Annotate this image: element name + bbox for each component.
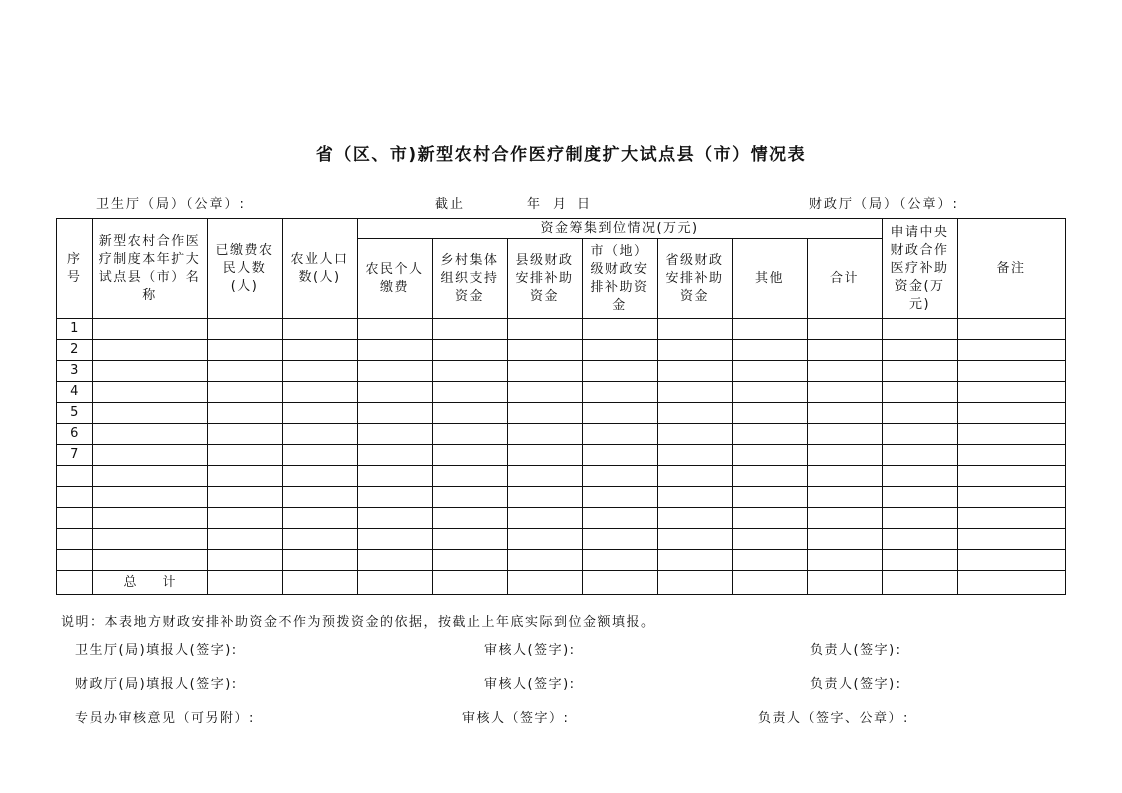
- table-cell[interactable]: [92, 319, 207, 340]
- row-number: 2: [57, 340, 93, 361]
- table-cell[interactable]: [882, 340, 957, 361]
- table-cell[interactable]: [282, 361, 357, 382]
- table-cell[interactable]: [957, 361, 1065, 382]
- col-header-other: 其他: [732, 239, 807, 319]
- table-cell[interactable]: [432, 424, 507, 445]
- table-cell[interactable]: [357, 571, 432, 595]
- table-cell[interactable]: [282, 466, 357, 487]
- table-cell[interactable]: [882, 508, 957, 529]
- table-cell[interactable]: [207, 340, 282, 361]
- table-cell[interactable]: [957, 508, 1065, 529]
- table-cell[interactable]: [207, 508, 282, 529]
- table-cell[interactable]: [282, 319, 357, 340]
- table-cell[interactable]: [657, 550, 732, 571]
- table-cell[interactable]: [357, 340, 432, 361]
- pilot-county-table: [56, 218, 1066, 595]
- table-cell[interactable]: [432, 466, 507, 487]
- row-number: [57, 508, 93, 529]
- table-cell[interactable]: [807, 382, 882, 403]
- table-cell[interactable]: [207, 424, 282, 445]
- table-cell[interactable]: [882, 466, 957, 487]
- table-cell[interactable]: [207, 529, 282, 550]
- table-cell[interactable]: [357, 424, 432, 445]
- responsible-signature-label-3: 负责人（签字、公章）:: [758, 711, 909, 726]
- table-cell[interactable]: [432, 340, 507, 361]
- table-cell[interactable]: [582, 403, 657, 424]
- responsible-signature-label-1: 负责人(签字):: [810, 643, 902, 658]
- table-cell[interactable]: [432, 319, 507, 340]
- row-number: 7: [57, 445, 93, 466]
- table-cell[interactable]: [92, 508, 207, 529]
- table-cell[interactable]: [657, 445, 732, 466]
- total-row: [57, 571, 1066, 595]
- table-cell[interactable]: [807, 487, 882, 508]
- table-cell[interactable]: [432, 361, 507, 382]
- table-cell[interactable]: [282, 550, 357, 571]
- table-cell[interactable]: [432, 508, 507, 529]
- table-cell[interactable]: [357, 487, 432, 508]
- table-cell[interactable]: [507, 403, 582, 424]
- table-cell[interactable]: [282, 340, 357, 361]
- table-cell[interactable]: [882, 550, 957, 571]
- commissioner-opinion-label: 专员办审核意见（可另附）:: [75, 711, 255, 726]
- table-cell[interactable]: [357, 361, 432, 382]
- table-row: [57, 361, 1066, 382]
- table-cell[interactable]: [732, 529, 807, 550]
- table-cell[interactable]: [282, 403, 357, 424]
- table-cell[interactable]: [732, 424, 807, 445]
- finance-dept-seal-label: 财政厅（局）（公章）:: [809, 197, 959, 212]
- table-cell[interactable]: [807, 529, 882, 550]
- table-cell[interactable]: [732, 550, 807, 571]
- col-header-agri-population: 农业人口数(人): [282, 219, 357, 319]
- table-cell[interactable]: [207, 403, 282, 424]
- table-row: [57, 319, 1066, 340]
- col-header-village-funds: 乡村集体组织支持资金: [432, 239, 507, 319]
- table-cell[interactable]: [582, 382, 657, 403]
- table-cell[interactable]: [882, 403, 957, 424]
- table-cell[interactable]: [357, 508, 432, 529]
- table-cell[interactable]: [657, 508, 732, 529]
- table-cell[interactable]: [507, 508, 582, 529]
- table-cell[interactable]: [657, 424, 732, 445]
- col-header-city-funds: 市（地）级财政安排补助资金: [582, 239, 657, 319]
- row-number: [57, 529, 93, 550]
- table-row: [57, 550, 1066, 571]
- table-cell[interactable]: [582, 529, 657, 550]
- table-cell[interactable]: [807, 424, 882, 445]
- table-cell[interactable]: [507, 571, 582, 595]
- row-number: 1: [57, 319, 93, 340]
- table-cell[interactable]: [882, 424, 957, 445]
- table-cell[interactable]: [507, 529, 582, 550]
- table-cell[interactable]: [357, 445, 432, 466]
- table-cell[interactable]: [657, 571, 732, 595]
- col-header-county-name: 新型农村合作医疗制度本年扩大试点县（市）名称: [92, 219, 207, 319]
- table-cell[interactable]: [207, 550, 282, 571]
- table-cell[interactable]: [957, 487, 1065, 508]
- table-cell[interactable]: [882, 571, 957, 595]
- table-cell[interactable]: [92, 487, 207, 508]
- table-cell[interactable]: [807, 340, 882, 361]
- table-cell[interactable]: [282, 424, 357, 445]
- row-number: 3: [57, 361, 93, 382]
- table-cell[interactable]: [282, 508, 357, 529]
- cutoff-label: 截止: [435, 197, 466, 212]
- table-cell[interactable]: [507, 487, 582, 508]
- table-cell[interactable]: [507, 340, 582, 361]
- table-cell[interactable]: [507, 424, 582, 445]
- col-header-farmer-payment: 农民个人缴费: [357, 239, 432, 319]
- month-label: 月: [553, 197, 569, 212]
- table-cell[interactable]: [432, 571, 507, 595]
- table-cell[interactable]: [282, 571, 357, 595]
- day-label: 日: [577, 197, 593, 212]
- table-cell[interactable]: [582, 424, 657, 445]
- table-row: [57, 508, 1066, 529]
- row-number: 5: [57, 403, 93, 424]
- table-cell[interactable]: [582, 571, 657, 595]
- table-row: [57, 340, 1066, 361]
- table-cell[interactable]: [657, 466, 732, 487]
- responsible-signature-label-2: 负责人(签字):: [810, 677, 902, 692]
- table-cell[interactable]: [207, 466, 282, 487]
- col-header-sum: 合计: [807, 239, 882, 319]
- table-cell[interactable]: [207, 487, 282, 508]
- reviewer-signature-label-1: 审核人(签字):: [484, 643, 576, 658]
- table-row: [57, 529, 1066, 550]
- table-cell[interactable]: [92, 382, 207, 403]
- table-cell[interactable]: [657, 361, 732, 382]
- table-cell[interactable]: [207, 319, 282, 340]
- table-cell[interactable]: [957, 424, 1065, 445]
- table-cell[interactable]: [432, 382, 507, 403]
- table-cell[interactable]: [657, 319, 732, 340]
- table-cell[interactable]: [507, 550, 582, 571]
- table-cell[interactable]: [207, 571, 282, 595]
- page-title: 省（区、市)新型农村合作医疗制度扩大试点县（市）情况表: [315, 145, 807, 165]
- table-cell[interactable]: [432, 403, 507, 424]
- table-cell[interactable]: [92, 340, 207, 361]
- table-cell[interactable]: [92, 466, 207, 487]
- table-cell[interactable]: [357, 319, 432, 340]
- table-cell[interactable]: [92, 403, 207, 424]
- table-cell[interactable]: [207, 382, 282, 403]
- table-cell[interactable]: [957, 382, 1065, 403]
- table-cell[interactable]: [957, 550, 1065, 571]
- table-cell[interactable]: [732, 403, 807, 424]
- table-cell[interactable]: [357, 403, 432, 424]
- row-number: 6: [57, 424, 93, 445]
- row-number: [57, 466, 93, 487]
- table-row: [57, 487, 1066, 508]
- table-cell[interactable]: [732, 382, 807, 403]
- table-cell[interactable]: [957, 571, 1065, 595]
- table-cell[interactable]: [732, 487, 807, 508]
- table-cell: [57, 571, 93, 595]
- table-cell[interactable]: [357, 382, 432, 403]
- table-cell[interactable]: [807, 508, 882, 529]
- table-row: [57, 466, 1066, 487]
- table-cell[interactable]: [92, 445, 207, 466]
- table-cell[interactable]: [957, 319, 1065, 340]
- table-cell[interactable]: [357, 529, 432, 550]
- table-cell[interactable]: [807, 361, 882, 382]
- table-cell[interactable]: [882, 445, 957, 466]
- table-cell[interactable]: [207, 361, 282, 382]
- table-cell[interactable]: [507, 361, 582, 382]
- table-cell[interactable]: [657, 340, 732, 361]
- table-row: [57, 424, 1066, 445]
- table-cell[interactable]: [657, 382, 732, 403]
- table-cell[interactable]: [882, 319, 957, 340]
- col-header-funds-group: 资金筹集到位情况(万元): [357, 219, 882, 239]
- col-header-seq: 序号: [57, 219, 93, 319]
- table-row: [57, 382, 1066, 403]
- table-cell[interactable]: [92, 424, 207, 445]
- table-cell[interactable]: [882, 529, 957, 550]
- table-cell[interactable]: [657, 403, 732, 424]
- table-cell[interactable]: [882, 382, 957, 403]
- table-cell[interactable]: [582, 487, 657, 508]
- col-header-remark: 备注: [957, 219, 1065, 319]
- col-header-county-funds: 县级财政安排补助资金: [507, 239, 582, 319]
- col-header-paid-farmers: 已缴费农民人数(人): [207, 219, 282, 319]
- table-cell[interactable]: [282, 445, 357, 466]
- table-cell[interactable]: [807, 571, 882, 595]
- table-cell[interactable]: [582, 466, 657, 487]
- table-cell[interactable]: [807, 445, 882, 466]
- table-cell[interactable]: [92, 361, 207, 382]
- table-cell[interactable]: [732, 361, 807, 382]
- health-filler-signature-label: 卫生厅(局)填报人(签字):: [75, 643, 238, 658]
- col-header-province-funds: 省级财政安排补助资金: [657, 239, 732, 319]
- table-cell[interactable]: [582, 550, 657, 571]
- finance-filler-signature-label: 财政厅(局)填报人(签字):: [75, 677, 238, 692]
- table-cell[interactable]: [732, 445, 807, 466]
- table-cell[interactable]: [507, 466, 582, 487]
- table-cell[interactable]: [807, 550, 882, 571]
- reviewer-signature-label-2: 审核人(签字):: [484, 677, 576, 692]
- table-cell[interactable]: [657, 487, 732, 508]
- table-cell[interactable]: [882, 487, 957, 508]
- table-cell[interactable]: [357, 550, 432, 571]
- table-cell[interactable]: [732, 319, 807, 340]
- table-cell[interactable]: [807, 403, 882, 424]
- table-cell[interactable]: [282, 382, 357, 403]
- table-cell[interactable]: [207, 445, 282, 466]
- table-cell[interactable]: [882, 361, 957, 382]
- health-dept-seal-label: 卫生厅（局）（公章）:: [96, 197, 246, 212]
- table-cell[interactable]: [432, 529, 507, 550]
- table-cell[interactable]: [807, 466, 882, 487]
- table-cell[interactable]: [507, 319, 582, 340]
- table-cell[interactable]: [732, 571, 807, 595]
- row-number: [57, 487, 93, 508]
- row-number: 4: [57, 382, 93, 403]
- table-cell[interactable]: [957, 466, 1065, 487]
- table-cell[interactable]: [807, 319, 882, 340]
- table-cell[interactable]: [732, 340, 807, 361]
- table-cell[interactable]: [732, 466, 807, 487]
- table-cell[interactable]: [357, 466, 432, 487]
- table-cell[interactable]: [582, 340, 657, 361]
- table-cell[interactable]: [732, 508, 807, 529]
- table-cell[interactable]: [582, 361, 657, 382]
- table-row: [57, 445, 1066, 466]
- explanation-note: 说明：本表地方财政安排补助资金不作为预拨资金的依据，按截止上年底实际到位金额填报。: [61, 615, 656, 630]
- table-cell[interactable]: [507, 445, 582, 466]
- table-cell[interactable]: [432, 445, 507, 466]
- table-cell[interactable]: [92, 550, 207, 571]
- table-cell[interactable]: [282, 529, 357, 550]
- table-cell[interactable]: [657, 529, 732, 550]
- col-header-central-subsidy: 申请中央财政合作医疗补助资金(万元): [882, 219, 957, 319]
- total-label: 总 计: [92, 571, 207, 595]
- table-cell[interactable]: [957, 445, 1065, 466]
- table-cell[interactable]: [282, 487, 357, 508]
- table-cell[interactable]: [957, 403, 1065, 424]
- table-cell[interactable]: [957, 529, 1065, 550]
- table-row: [57, 403, 1066, 424]
- table-cell[interactable]: [432, 487, 507, 508]
- table-cell[interactable]: [432, 550, 507, 571]
- table-cell[interactable]: [582, 319, 657, 340]
- row-number: [57, 550, 93, 571]
- reviewer-signature-label-3: 审核人（签字）:: [462, 711, 570, 726]
- table-cell[interactable]: [957, 340, 1065, 361]
- year-label: 年: [527, 197, 543, 212]
- table-cell[interactable]: [507, 382, 582, 403]
- table-cell[interactable]: [582, 445, 657, 466]
- table-cell[interactable]: [582, 508, 657, 529]
- table-cell[interactable]: [92, 529, 207, 550]
